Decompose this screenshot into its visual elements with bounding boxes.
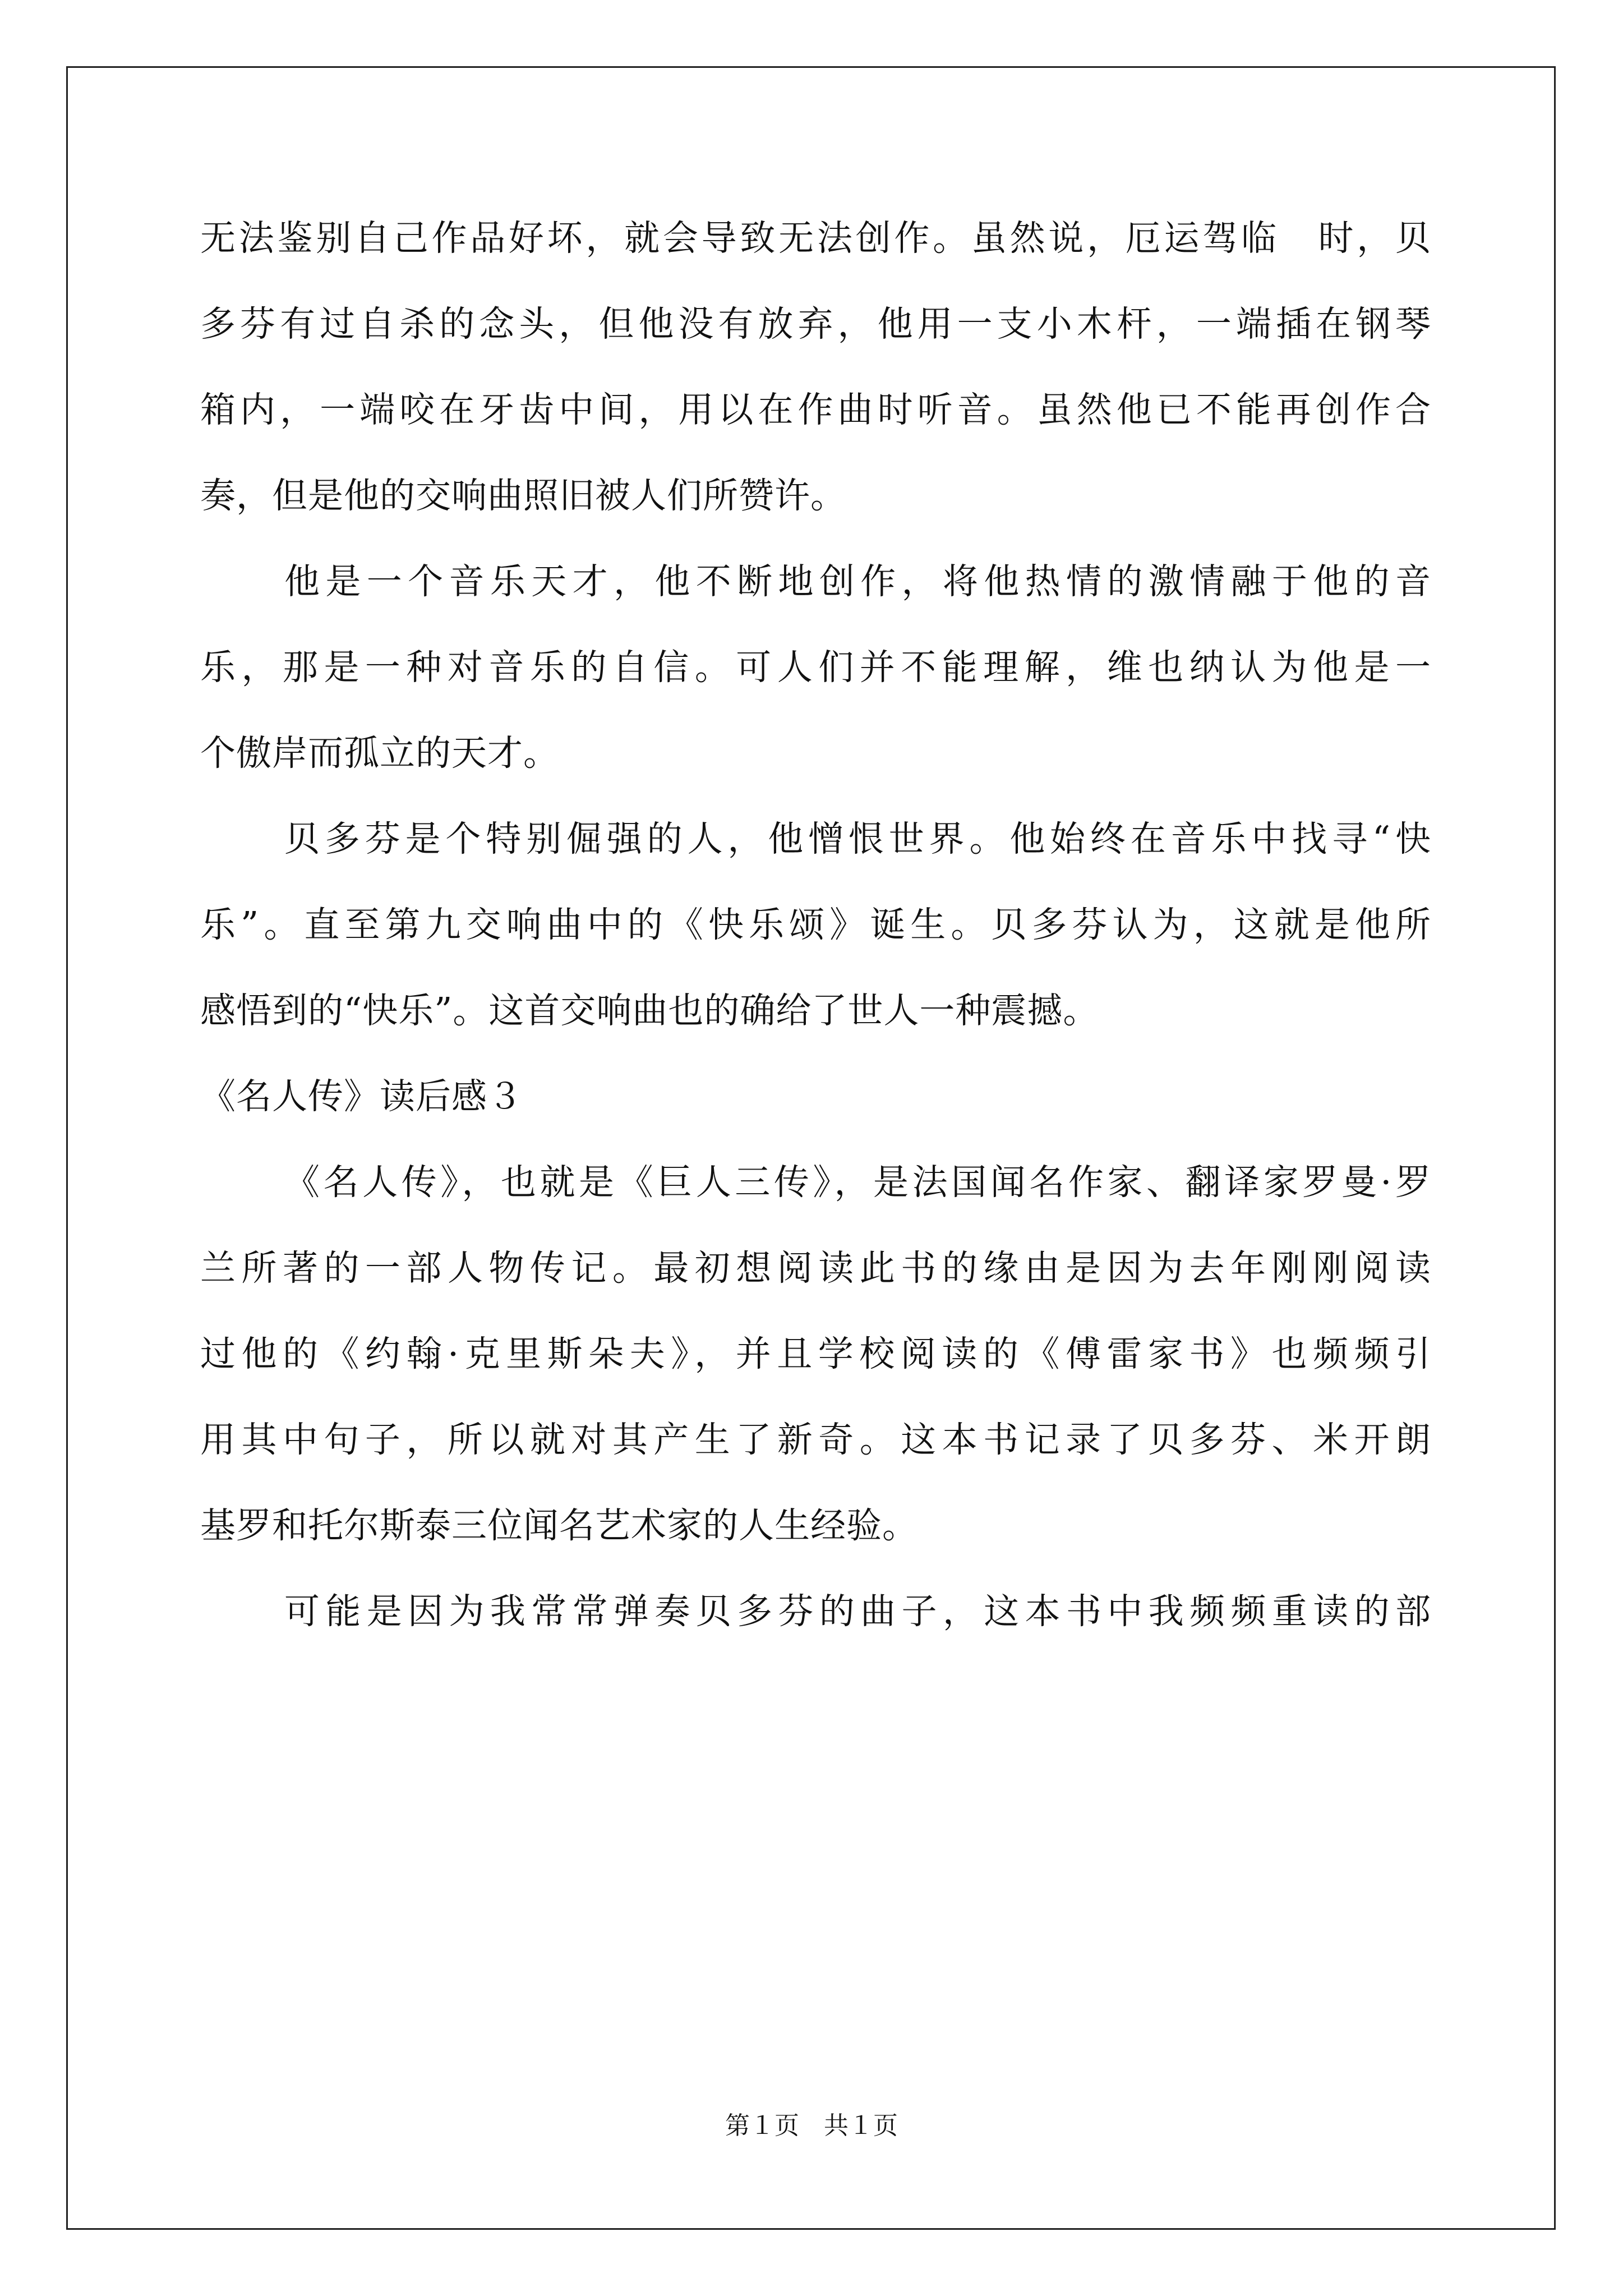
text-line: 可能是因为我常常弹奏贝多芬的曲子，这本书中我频频重读的部 (284, 1591, 1431, 1632)
text-line: 无法鉴别自己作品好坏，就会导致无法创作。虽然说，厄运驾临 时，贝 (200, 218, 1431, 259)
text-line: 个傲岸而孤立的天才。 (200, 733, 559, 774)
text-line: 基罗和托尔斯泰三位闻名艺术家的人生经验。 (200, 1505, 918, 1546)
page-footer: 第１页 共１页 (725, 2111, 898, 2140)
text-line: 箱内，一端咬在牙齿中间，用以在作曲时听音。虽然他已不能再创作合 (200, 389, 1431, 430)
text-line: 感悟到的“快乐”。这首交响曲也的确给了世人一种震撼。 (200, 990, 1099, 1031)
text-line: 过他的《约翰·克里斯朵夫》，并且学校阅读的《傅雷家书》也频频引 (200, 1333, 1431, 1374)
text-line: 《名人传》，也就是《巨人三传》，是法国闻名作家、翻译家罗曼·罗 (284, 1162, 1431, 1203)
text-line: 贝多芬是个特别倔强的人，他憎恨世界。他始终在音乐中找寻“快 (284, 818, 1431, 859)
text-line: 多芬有过自杀的念头，但他没有放弃，他用一支小木杆，一端插在钢琴 (200, 303, 1431, 344)
text-line: 用其中句子，所以就对其产生了新奇。这本书记录了贝多芬、米开朗 (200, 1419, 1431, 1460)
section-heading: 《名人传》读后感３ (200, 1076, 523, 1117)
text-line: 奏，但是他的交响曲照旧被人们所赞许。 (200, 475, 846, 516)
text-line: 兰所著的一部人物传记。最初想阅读此书的缘由是因为去年刚刚阅读 (200, 1248, 1431, 1289)
text-line: 他是一个音乐天才，他不断地创作，将他热情的激情融于他的音 (284, 561, 1431, 602)
text-line: 乐，那是一种对音乐的自信。可人们并不能理解，维也纳认为他是一 (200, 647, 1431, 688)
text-line: 乐”。直至第九交响曲中的《快乐颂》诞生。贝多芬认为，这就是他所 (200, 904, 1431, 945)
